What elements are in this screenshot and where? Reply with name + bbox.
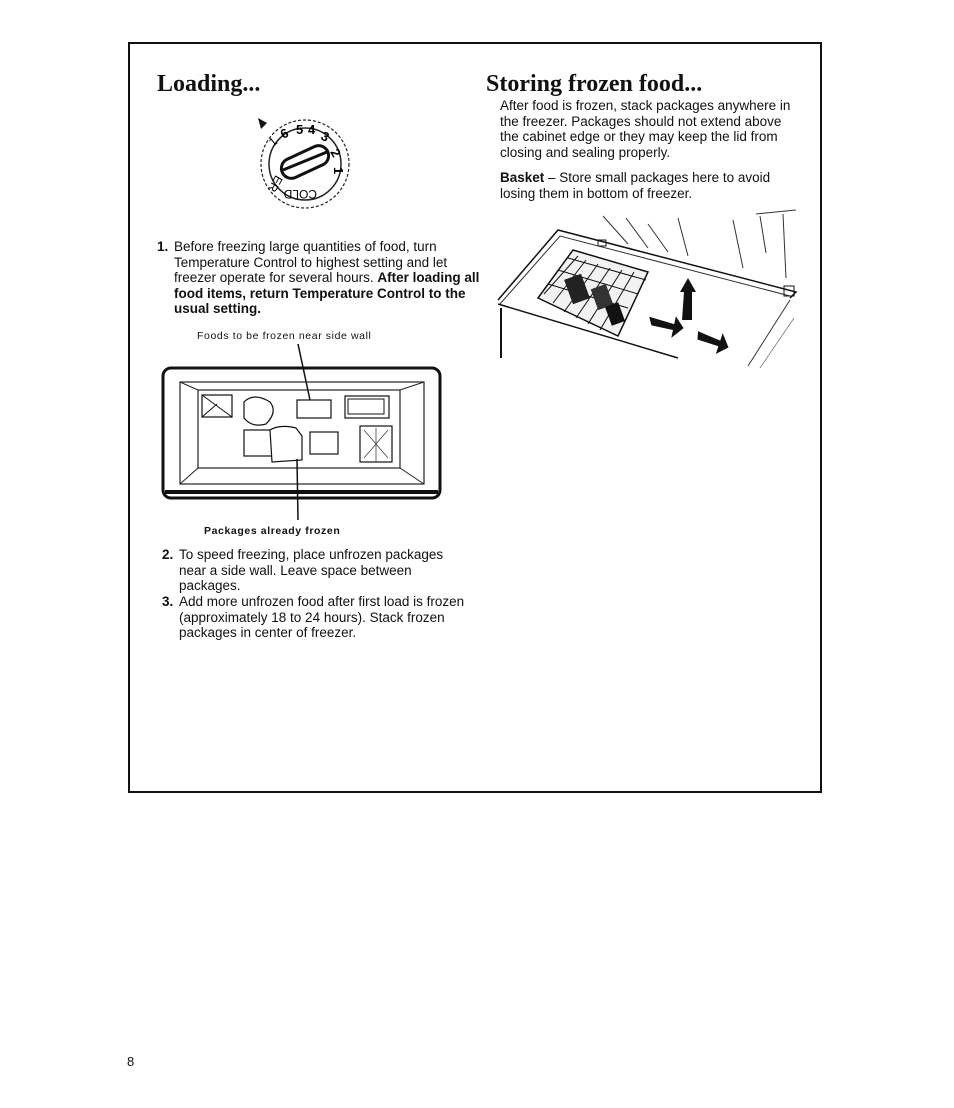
dial-number-3: 3: [318, 128, 332, 145]
dial-label-er: ER: [265, 173, 286, 195]
dial-number-1: 1: [265, 134, 281, 150]
step-3-text: Add more unfrozen food after first load is frozen (approximately 18 to 24 hours). Stack frozen packages in center of freezer.: [179, 594, 465, 640]
basket-text: – Store small packages here to avoid losing them in bottom of freezer.: [500, 170, 771, 201]
step-3-number: 3.: [162, 594, 174, 609]
step-1-bold-text: After loading all food items, return Temperature Control to the usual setting.: [174, 270, 480, 316]
freezer-loading-diagram: [160, 344, 445, 520]
basket-label: Basket: [500, 170, 545, 185]
step-1-text: Before freezing large quantities of food, turn Temperature Control to highest setting and let freezer operate for several hours.: [174, 239, 448, 285]
freezer-basket-illustration: [498, 208, 798, 368]
dial-number-1b: 1: [331, 167, 346, 175]
dial-number-6: 6: [277, 125, 291, 142]
step-2-text: To speed freezing, place unfrozen packages near a side wall. Leave space between packages.: [179, 547, 444, 593]
loading-step-2: [162, 547, 468, 594]
caption-packages-already-frozen: Packages already frozen: [204, 525, 341, 537]
dial-label-cold: COLD: [283, 187, 317, 201]
loading-heading: Loading...: [157, 71, 261, 97]
storing-paragraph: After food is frozen, stack packages anywhere in the freezer. Packages should not extend above the cabinet edge or they may keep the lid from closing and sealing properly.: [500, 98, 791, 160]
storing-heading: Storing frozen food...: [486, 71, 703, 97]
loading-step-1: [157, 239, 490, 317]
dial-number-2: 2: [327, 146, 345, 160]
loading-step-3: [162, 594, 468, 641]
step-1-number: 1.: [157, 239, 169, 254]
basket-paragraph: [500, 170, 803, 201]
dial-number-5: 5: [296, 122, 304, 137]
dial-number-4: 4: [308, 122, 316, 137]
step-2-number: 2.: [162, 547, 174, 562]
caption-foods-near-side-wall: Foods to be frozen near side wall: [197, 330, 372, 342]
temperature-dial-illustration: [250, 112, 360, 212]
page-number: 8: [127, 1054, 135, 1069]
